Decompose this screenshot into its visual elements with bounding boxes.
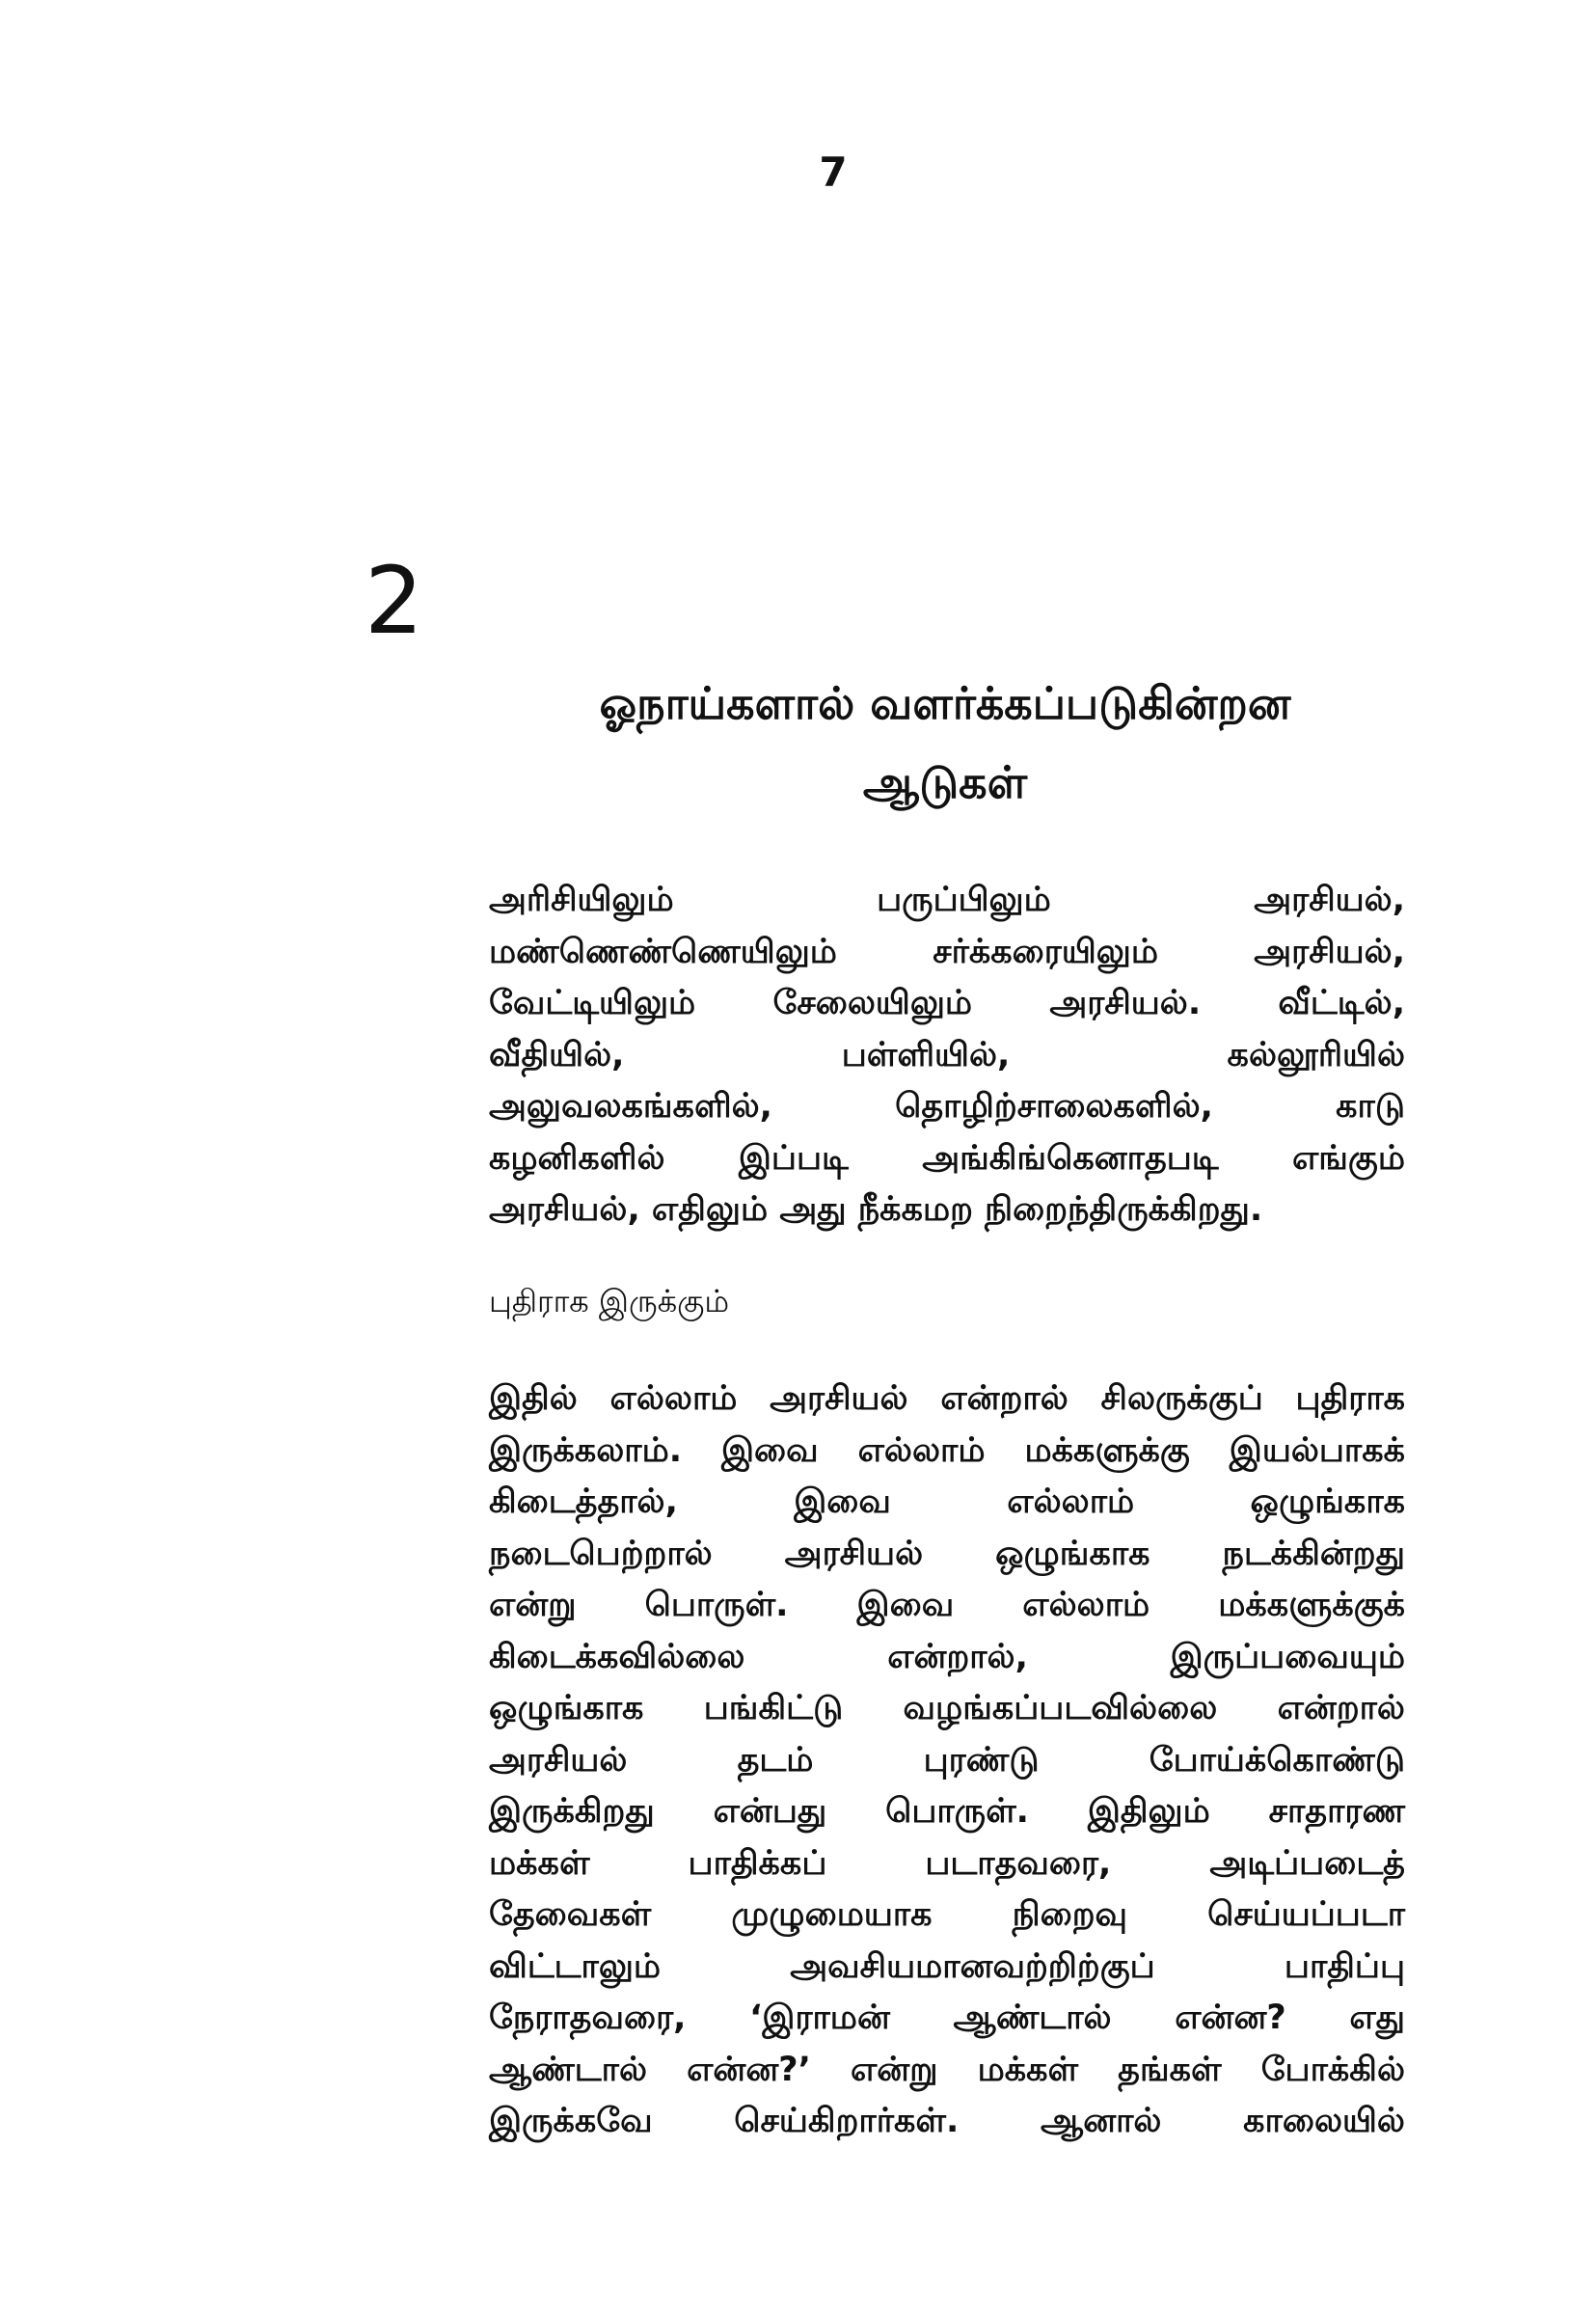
paragraph-line: நடைபெற்றால் அரசியல் ஒழுங்காக நடக்கின்றது <box>489 1534 1405 1573</box>
chapter-title <box>487 664 1403 822</box>
section-paragraph-block <box>489 1373 1405 2148</box>
paragraph-line: ஆண்டால் என்ன?’ என்று மக்கள் தங்கள் போக்கில் <box>489 2050 1405 2089</box>
intro-paragraph <box>489 875 1405 1237</box>
intro-paragraph-block <box>489 875 1405 1237</box>
paragraph-line: இதில் எல்லாம் அரசியல் என்றால் சிலருக்குப் புதிராக <box>489 1379 1405 1418</box>
paragraph-line: தேவைகள் முழுமையாக நிறைவு செய்யப்படா <box>489 1895 1405 1934</box>
section-heading: புதிராக இருக்கும் <box>489 1283 730 1319</box>
paragraph-line: வேட்டியிலும் சேலையிலும் அரசியல். வீட்டில், <box>489 984 1405 1022</box>
paragraph-line: கழனிகளில் இப்படி அங்கிங்கெனாதபடி எங்கும் <box>489 1138 1405 1178</box>
paragraph-line: அலுவலகங்களில், தொழிற்சாலைகளில், காடு <box>489 1087 1405 1126</box>
paragraph-line: அரசியல், எதிலும் அது நீக்கமற நிறைந்திருக்கிறது. <box>489 1190 1263 1229</box>
page-number: 7 <box>819 149 848 196</box>
paragraph-line: கிடைத்தால், இவை எல்லாம் ஒழுங்காக <box>489 1482 1405 1521</box>
paragraph-line: விட்டாலும் அவசியமானவற்றிற்குப் பாதிப்பு <box>489 1946 1405 1986</box>
paragraph-line: என்று பொருள். இவை எல்லாம் மக்களுக்குக் <box>489 1586 1405 1624</box>
paragraph-line: மக்கள் பாதிக்கப் படாதவரை, அடிப்படைத் <box>489 1843 1405 1883</box>
paragraph-line: மண்ணெண்ணெயிலும் சர்க்கரையிலும் அரசியல், <box>489 932 1405 971</box>
paragraph-line: நேராதவரை, ‘இராமன் ஆண்டால் என்ன? எது <box>489 1998 1405 2037</box>
paragraph-line: கிடைக்கவில்லை என்றால், இருப்பவையும் <box>489 1637 1405 1676</box>
paragraph-line: அரிசியிலும் பருப்பிலும் அரசியல், <box>489 881 1405 919</box>
paragraph-line: இருக்கலாம். இவை எல்லாம் மக்களுக்கு இயல்பாகக் <box>489 1430 1405 1470</box>
chapter-title-line: ஓநாய்களால் வளர்க்கப்படுகின்றன <box>599 677 1291 729</box>
paragraph-line: ஒழுங்காக பங்கிட்டு வழங்கப்படவில்லை என்றால் <box>489 1689 1405 1727</box>
paragraph-line: அரசியல் தடம் புரண்டு போய்க்கொண்டு <box>489 1740 1405 1780</box>
chapter-number: 2 <box>365 547 424 655</box>
chapter-title-line: ஆடுகள் <box>862 756 1028 808</box>
paragraph-line: இருக்கவே செய்கிறார்கள். ஆனால் காலையில் <box>489 2102 1405 2140</box>
paragraph-line: வீதியில், பள்ளியில், கல்லூரியில் <box>489 1035 1405 1074</box>
paragraph-line: இருக்கிறது என்பது பொருள். இதிலும் சாதாரண <box>489 1792 1405 1831</box>
section-paragraph <box>489 1373 1405 2148</box>
